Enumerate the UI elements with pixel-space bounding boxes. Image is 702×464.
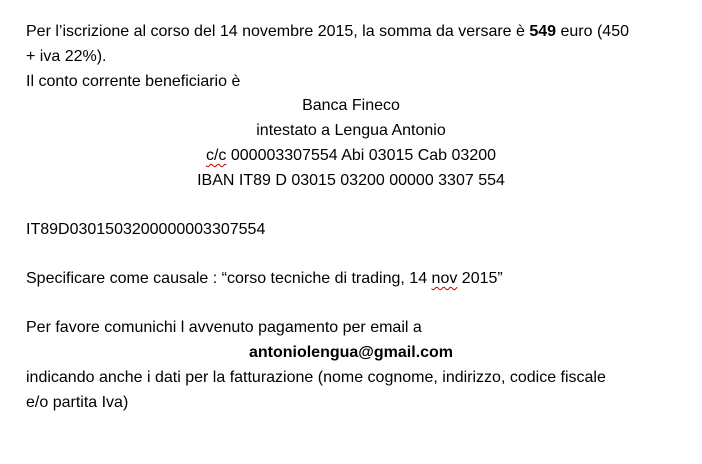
bank-name: Banca Fineco <box>302 97 400 114</box>
intro-line-1 <box>26 22 629 42</box>
causale-nov: nov <box>431 270 458 287</box>
intro-line-2: + iva 22%). <box>26 48 107 65</box>
billing-line-2: e/o partita Iva) <box>26 394 129 411</box>
intro-text-end: euro (450 <box>556 23 629 40</box>
payment-request: Per favore comunichi l avvenuto pagamento per email a <box>26 319 422 336</box>
account-details <box>0 146 702 166</box>
billing-line-1: indicando anche i dati per la fatturazione (nome cognome, indirizzo, codice fiscale <box>26 369 606 386</box>
amount-value: 549 <box>529 23 557 40</box>
intro-text-start: Per l’iscrizione al corso del 14 novembre 2015, la somma da versare è <box>26 23 530 40</box>
beneficiary-intro: Il conto corrente beneficiario è <box>26 73 241 90</box>
iban-spaced: IBAN IT89 D 03015 03200 00000 3307 554 <box>197 172 505 189</box>
account-numbers: 000003307554 Abi 03015 Cab 03200 <box>226 147 497 164</box>
causale-text-start: Specificare come causale : “corso tecniche di trading, 14 <box>26 270 432 287</box>
contact-email: antoniolengua@gmail.com <box>248 344 454 361</box>
cc-abbrev: c/c <box>205 147 227 164</box>
causale-text-end: 2015” <box>457 270 503 287</box>
account-holder: intestato a Lengua Antonio <box>256 122 446 139</box>
causale-line <box>26 269 503 289</box>
iban-compact: IT89D0301503200000003307554 <box>26 221 266 238</box>
